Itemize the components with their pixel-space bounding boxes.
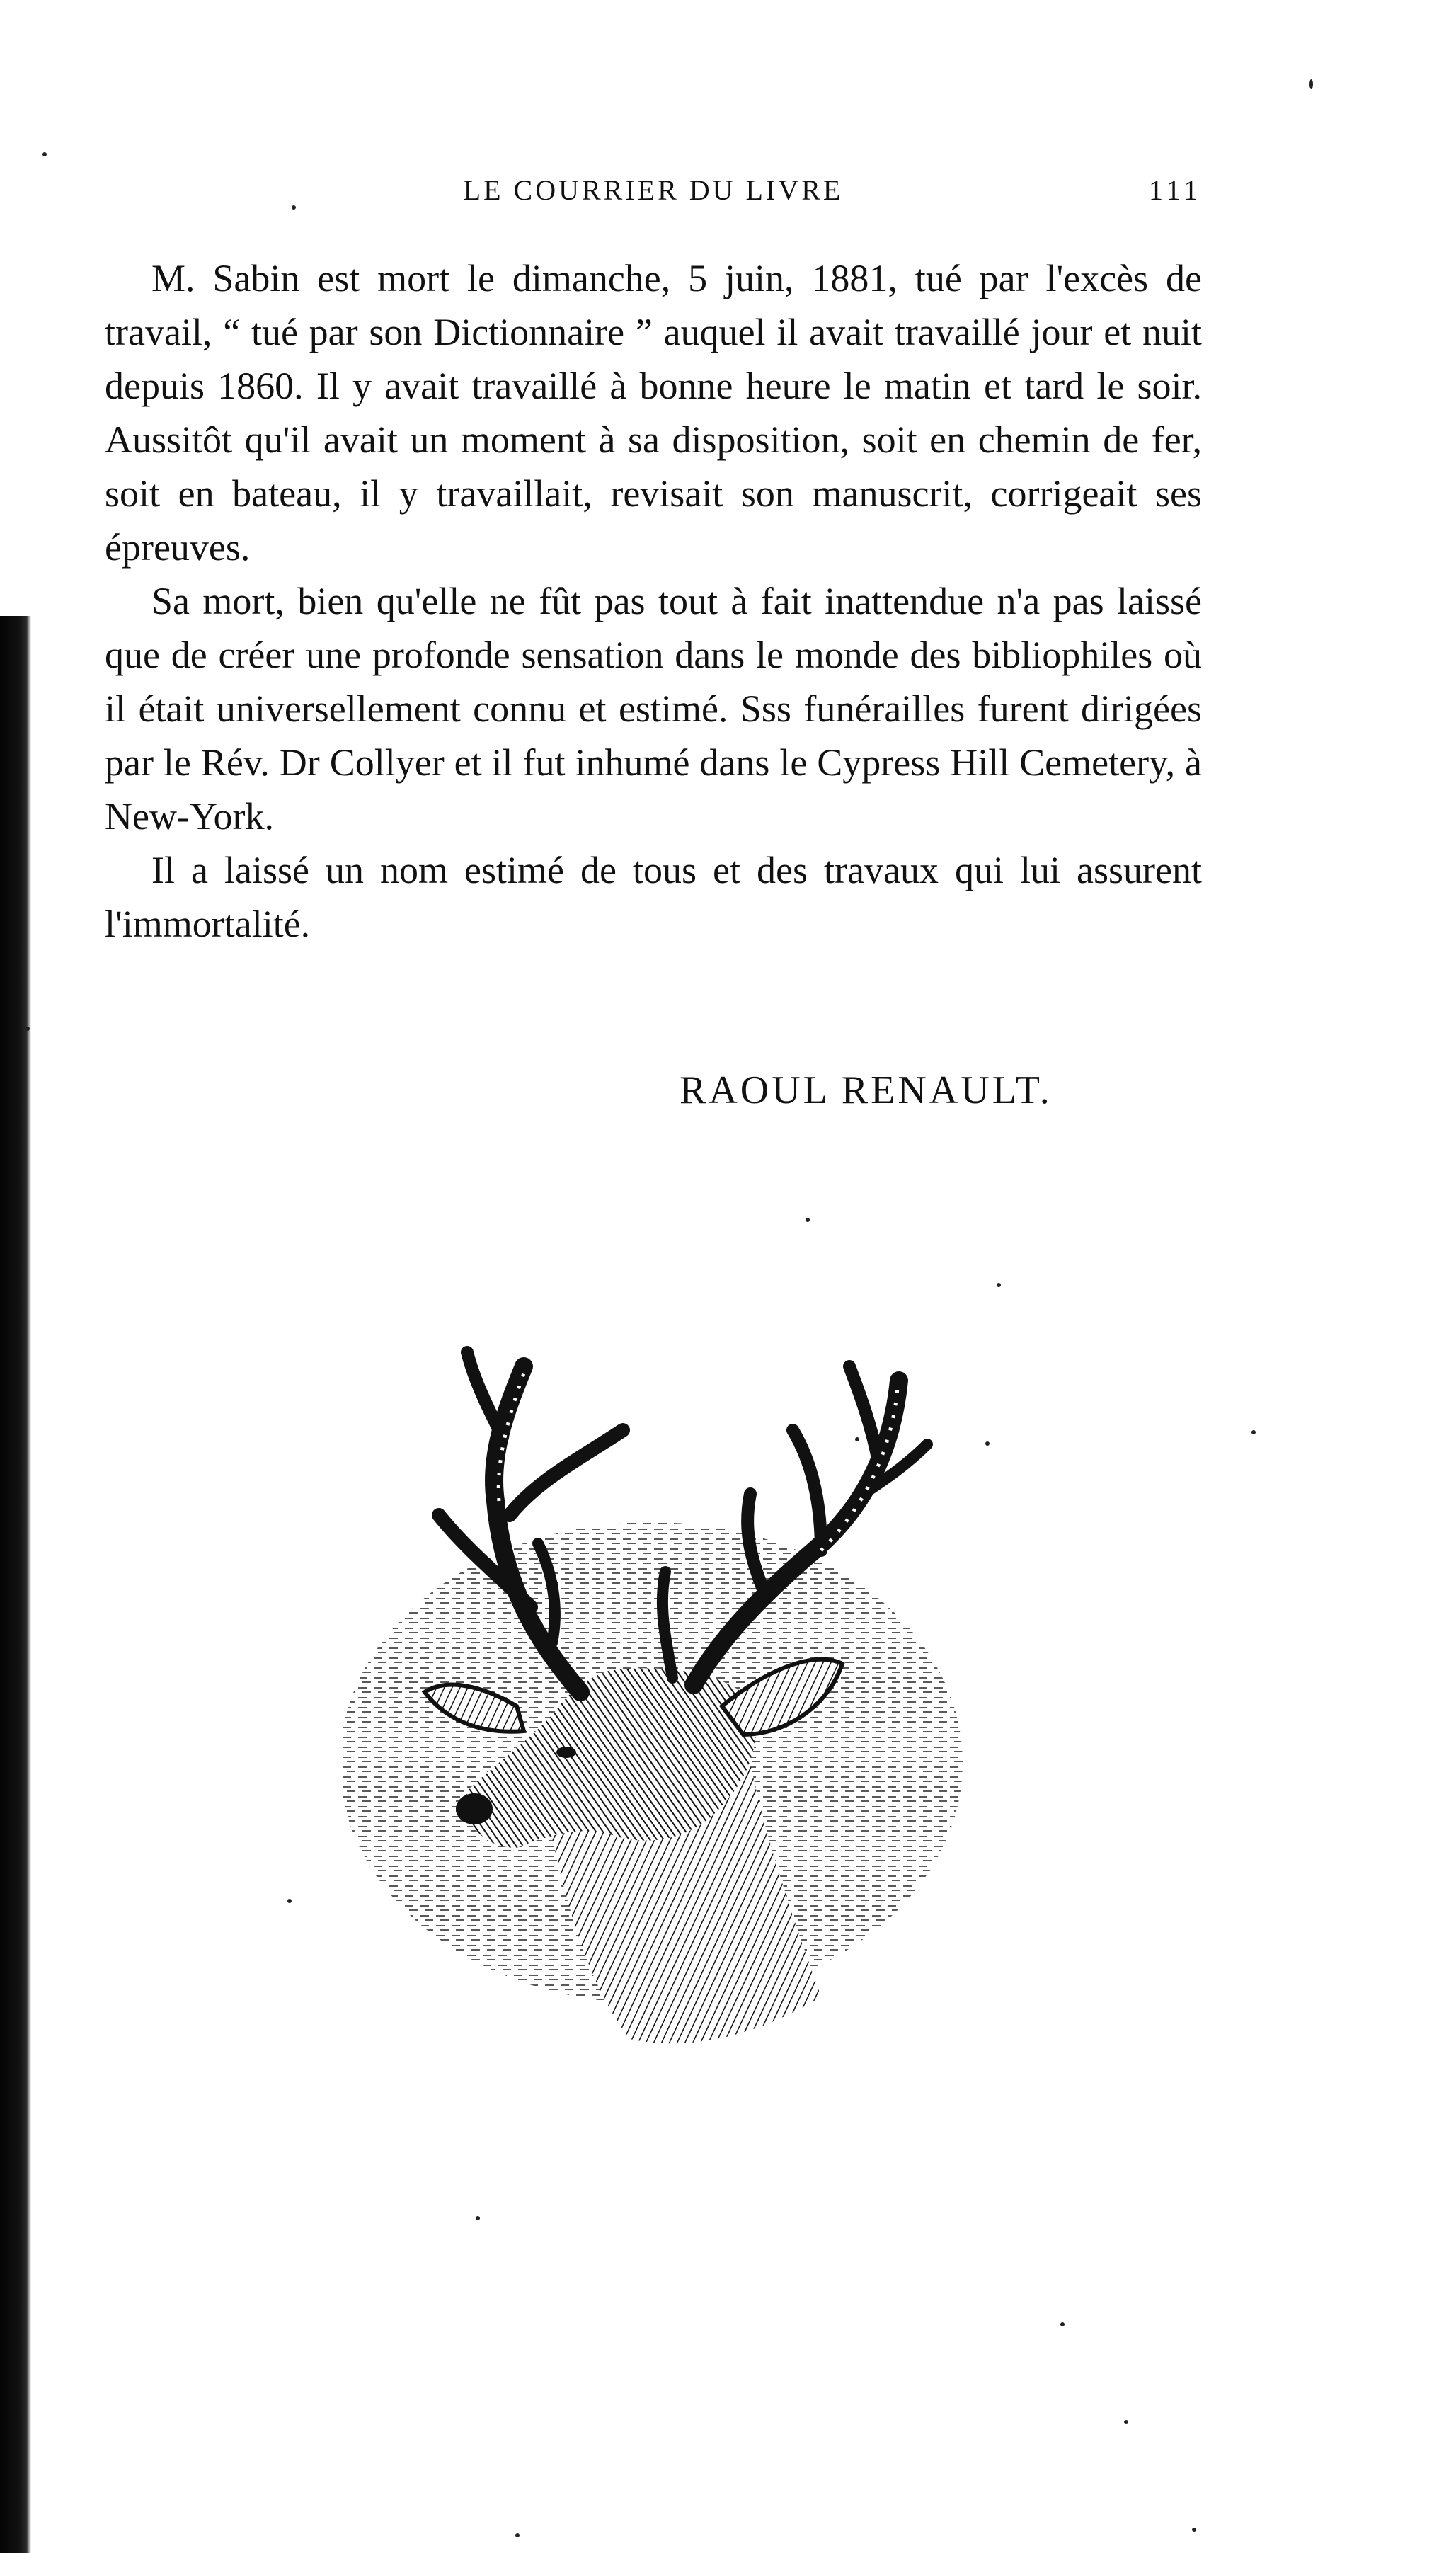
scan-speck [1251, 1430, 1256, 1434]
paragraph: Sa mort, bien qu'elle ne fût pas tout à fait inattendue n'a pas laissé que de créer une profonde sensation dans le monde des bibliophiles où il était universellement connu et estimé. Sss funérailles furent dirigées par le Rév. Dr Collyer et il fut inhumé dans le Cypress Hill Cemetery, à New-York. [105, 580, 1202, 838]
scan-speck [997, 1283, 1001, 1287]
body-text [105, 251, 1202, 951]
scan-speck [806, 1218, 810, 1222]
author-signature: RAOUL RENAULT. [680, 1068, 1053, 1112]
scan-speck [287, 1899, 292, 1903]
running-head [105, 173, 1202, 209]
scan-speck [1060, 2322, 1065, 2326]
scan-speck [1309, 79, 1313, 89]
stag-head-engraving-icon [326, 1338, 991, 2060]
scan-speck [476, 2216, 480, 2220]
scan-edge-shadow [0, 616, 31, 2553]
scan-speck [1124, 2420, 1128, 2424]
paragraph: Il a laissé un nom estimé de tous et des travaux qui lui assurent l'immortalité. [105, 849, 1202, 945]
scan-speck [42, 152, 47, 156]
scan-speck [25, 1027, 30, 1031]
scan-speck [515, 2533, 520, 2537]
paragraph: M. Sabin est mort le dimanche, 5 juin, 1881, tué par l'excès de travail, “ tué par son Dictionnaire ” auquel il avait travaillé jour et nuit depuis 1860. Il y avait travaillé à bonne heure le matin et tard le soir. Aussitôt qu'il avait un moment à sa disposition, soit en chemin de fer, soit en bateau, il y travaillait, revisait son manuscrit, corrigeait ses épreuves. [105, 257, 1202, 569]
scan-speck [1192, 2528, 1196, 2532]
running-title: LE COURRIER DU LIVRE [463, 174, 844, 206]
page-number: 111 [1148, 174, 1202, 206]
